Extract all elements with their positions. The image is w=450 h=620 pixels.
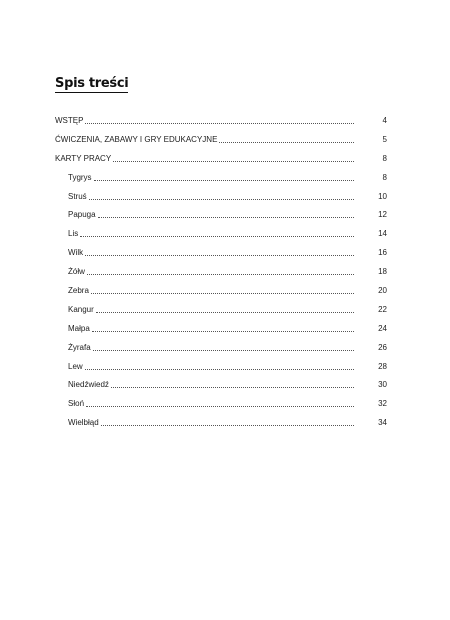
dot-leader xyxy=(89,192,354,200)
toc-entry-page-number: 34 xyxy=(378,418,387,428)
dot-leader xyxy=(91,286,354,294)
toc-entry-page-number: 20 xyxy=(378,286,387,296)
toc-entry-label: Lis xyxy=(68,229,79,239)
dot-leader xyxy=(87,267,354,275)
toc-entry-label: Żółw xyxy=(68,267,85,277)
toc-entry[interactable] xyxy=(55,399,387,418)
dot-leader xyxy=(93,343,354,351)
toc-entry-label: Niedźwiedź xyxy=(68,380,109,390)
toc-title: Spis treści xyxy=(55,76,129,91)
dot-leader xyxy=(98,210,354,218)
toc-entry[interactable] xyxy=(55,324,387,343)
toc-entry[interactable] xyxy=(55,343,387,362)
toc-entry-page-number: 24 xyxy=(378,323,387,333)
toc-entry-page-number: 28 xyxy=(378,361,387,371)
toc-entry-page-number: 10 xyxy=(378,191,387,201)
toc-entry-page-number: 8 xyxy=(382,172,387,182)
toc-entry-label: Lew xyxy=(68,361,83,371)
toc-entry-page-number: 14 xyxy=(378,229,387,239)
toc-entry[interactable] xyxy=(55,116,387,135)
toc-entry[interactable] xyxy=(55,305,387,324)
toc-entry-label: ĆWICZENIA, ZABAWY I GRY EDUKACYJNE xyxy=(55,134,218,144)
toc-entry[interactable] xyxy=(55,135,387,154)
dot-leader xyxy=(85,362,354,370)
toc-entry[interactable] xyxy=(55,173,387,192)
dot-leader xyxy=(85,116,354,124)
dot-leader xyxy=(219,135,354,143)
toc-entry[interactable] xyxy=(55,267,387,286)
toc-entry[interactable] xyxy=(55,192,387,211)
toc-entry-label: WSTĘP xyxy=(55,116,84,125)
toc-entry[interactable] xyxy=(55,286,387,305)
toc-entry-page-number: 26 xyxy=(378,342,387,352)
dot-leader xyxy=(85,248,354,256)
toc-entry-label: Małpa xyxy=(68,323,90,333)
toc-list xyxy=(55,116,387,437)
dot-leader xyxy=(92,324,354,332)
toc-entry[interactable] xyxy=(55,248,387,267)
toc-entry-page-number: 22 xyxy=(378,304,387,314)
dot-leader xyxy=(80,229,354,237)
toc-entry-label: KARTY PRACY xyxy=(55,153,112,163)
toc-entry-label: Wielbłąd xyxy=(68,418,99,428)
toc-entry-label: Wilk xyxy=(68,248,84,258)
toc-entry-page-number: 4 xyxy=(382,116,387,125)
toc-entry[interactable] xyxy=(55,210,387,229)
toc-entry[interactable] xyxy=(55,380,387,399)
toc-entry[interactable] xyxy=(55,418,387,437)
dot-leader xyxy=(96,305,354,313)
toc-entry-label: Słoń xyxy=(68,399,85,409)
toc-entry-page-number: 5 xyxy=(382,134,387,144)
toc-entry[interactable] xyxy=(55,362,387,381)
toc-entry[interactable] xyxy=(55,154,387,173)
toc-entry-label: Struś xyxy=(68,191,87,201)
toc-entry-page-number: 8 xyxy=(382,153,387,163)
toc-entry-label: Papuga xyxy=(68,210,96,220)
toc-entry-page-number: 18 xyxy=(378,267,387,277)
dot-leader xyxy=(111,380,354,388)
dot-leader xyxy=(94,173,354,181)
toc-entry-label: Tygrys xyxy=(68,172,92,182)
dot-leader xyxy=(113,154,354,162)
dot-leader xyxy=(86,399,354,407)
toc-entry[interactable] xyxy=(55,229,387,248)
toc-entry-label: Kangur xyxy=(68,304,94,314)
toc-entry-label: Zebra xyxy=(68,286,89,296)
toc-entry-page-number: 12 xyxy=(378,210,387,220)
toc-entry-page-number: 32 xyxy=(378,399,387,409)
toc-entry-page-number: 30 xyxy=(378,380,387,390)
toc-entry-label: Żyrafa xyxy=(68,342,91,352)
toc-entry-page-number: 16 xyxy=(378,248,387,258)
dot-leader xyxy=(101,418,354,426)
